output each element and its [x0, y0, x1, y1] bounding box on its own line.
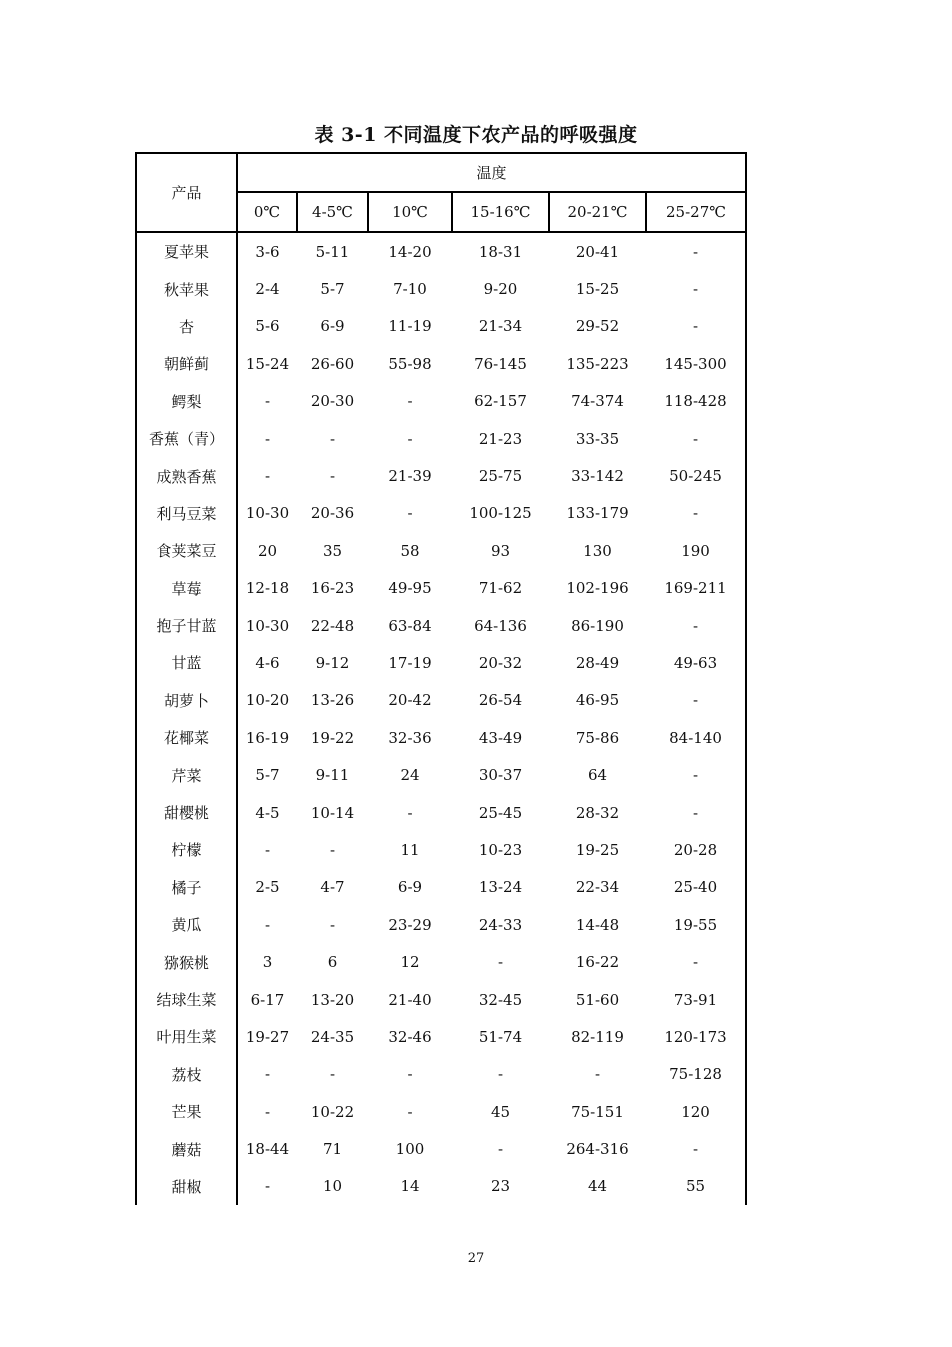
product-name-cell: 花椰菜 [136, 719, 237, 756]
value-cell: 20-42 [388, 691, 432, 710]
value-cell: 74-374 [571, 392, 624, 411]
value-cell: 10 [322, 1177, 343, 1196]
value-cell: - [264, 915, 271, 934]
table-row [136, 607, 746, 644]
product-name-cell: 夏苹果 [136, 232, 237, 270]
table-row [136, 308, 746, 345]
value-cell: - [646, 308, 746, 345]
value-cell: - [264, 1065, 271, 1084]
value-cell: 6-17 [250, 990, 285, 1009]
value-cell: 45 [490, 1102, 511, 1121]
value-cell: - [497, 1065, 504, 1084]
value-cell: 75-128 [646, 1056, 746, 1093]
header-temperature: 温度 [237, 153, 746, 192]
value-cell: - [329, 915, 336, 934]
value-cell: 145-300 [646, 345, 746, 382]
table-row [136, 756, 746, 793]
page-number: 27 [467, 1251, 485, 1266]
value-cell: - [407, 1102, 413, 1121]
value-cell: 82-119 [571, 1027, 624, 1046]
value-cell: 21-23 [478, 429, 523, 448]
value-cell: 19-27 [245, 1027, 290, 1046]
value-cell: 5-7 [255, 766, 280, 785]
product-name-cell: 结球生菜 [136, 981, 237, 1018]
value-cell: 7-10 [393, 280, 427, 299]
value-cell: 75-151 [571, 1102, 624, 1121]
value-cell: 4-7 [320, 878, 345, 897]
product-name-cell: 食荚菜豆 [136, 532, 237, 569]
table-caption: 表 3-1 不同温度下农产品的呼吸强度 [314, 124, 638, 146]
value-cell: 22-48 [310, 616, 355, 635]
table-row [136, 831, 746, 868]
value-cell: - [264, 467, 271, 486]
value-cell: 64-136 [474, 616, 527, 635]
value-cell: 44 [587, 1177, 608, 1196]
value-cell: 58 [400, 541, 420, 560]
table-row [136, 682, 746, 719]
value-cell: 100 [395, 1140, 425, 1159]
value-cell: 20-32 [478, 653, 523, 672]
value-cell: - [646, 756, 746, 793]
header-temp-1: 4-5℃ [297, 192, 368, 232]
value-cell: 24-35 [310, 1027, 355, 1046]
value-cell: 133-179 [566, 504, 629, 523]
value-cell: 64 [587, 766, 608, 785]
product-name-cell: 成熟香蕉 [136, 457, 237, 494]
value-cell: 51-60 [575, 990, 620, 1009]
value-cell: 23 [490, 1177, 511, 1196]
value-cell: 13-26 [310, 691, 355, 710]
value-cell: 32-36 [388, 728, 432, 747]
value-cell: 49-63 [646, 644, 746, 681]
table-row [136, 345, 746, 382]
value-cell: 13-20 [310, 990, 355, 1009]
product-name-cell: 胡萝卜 [136, 682, 237, 719]
value-cell: 25-40 [646, 869, 746, 906]
value-cell: 19-22 [310, 728, 355, 747]
value-cell: - [407, 429, 413, 448]
value-cell: 13-24 [478, 878, 523, 897]
value-cell: 120 [646, 1093, 746, 1130]
value-cell: 11-19 [388, 317, 432, 336]
value-cell: 16-19 [245, 728, 290, 747]
value-cell: 55-98 [388, 354, 432, 373]
table-row [136, 383, 746, 420]
value-cell: 71 [322, 1140, 343, 1159]
value-cell: 35 [322, 541, 343, 560]
value-cell: 20 [257, 541, 278, 560]
value-cell: 264-316 [566, 1140, 629, 1159]
value-cell: 9-12 [315, 653, 350, 672]
product-name-cell: 甜樱桃 [136, 794, 237, 831]
value-cell: 33-35 [575, 429, 620, 448]
table-row [136, 420, 746, 457]
value-cell: 20-41 [575, 242, 620, 261]
value-cell: 43-49 [478, 728, 523, 747]
value-cell: - [497, 953, 504, 972]
value-cell: 102-196 [566, 579, 629, 598]
value-cell: 24 [400, 766, 420, 785]
value-cell: 190 [646, 532, 746, 569]
product-name-cell: 朝鲜蓟 [136, 345, 237, 382]
value-cell: 86-190 [571, 616, 624, 635]
product-name-cell: 柠檬 [136, 831, 237, 868]
value-cell: 118-428 [646, 383, 746, 420]
value-cell: 12 [400, 953, 420, 972]
value-cell: 9-20 [483, 280, 518, 299]
value-cell: - [407, 392, 413, 411]
value-cell: 130 [583, 541, 612, 560]
value-cell: 18-44 [245, 1140, 290, 1159]
value-cell: 23-29 [388, 915, 432, 934]
header-temp-3: 15-16℃ [452, 192, 549, 232]
table-row [136, 232, 746, 270]
value-cell: 28-49 [575, 653, 620, 672]
table-row [136, 1018, 746, 1055]
value-cell: 21-34 [478, 317, 523, 336]
respiration-table [135, 152, 747, 1205]
table-row [136, 532, 746, 569]
value-cell: 6-9 [320, 317, 345, 336]
value-cell: - [646, 943, 746, 980]
value-cell: 20-30 [310, 392, 355, 411]
value-cell: - [497, 1140, 504, 1159]
value-cell: - [264, 840, 271, 859]
value-cell: - [329, 467, 336, 486]
value-cell: - [264, 429, 271, 448]
value-cell: 26-54 [478, 691, 523, 710]
value-cell: - [329, 429, 336, 448]
product-name-cell: 草莓 [136, 570, 237, 607]
value-cell: 5-7 [320, 280, 345, 299]
product-name-cell: 叶用生菜 [136, 1018, 237, 1055]
table-row [136, 869, 746, 906]
table-row [136, 906, 746, 943]
value-cell: - [329, 840, 336, 859]
table-row [136, 570, 746, 607]
value-cell: 55 [646, 1168, 746, 1205]
table-row [136, 943, 746, 980]
table-row [136, 1056, 746, 1093]
value-cell: 17-19 [388, 653, 432, 672]
value-cell: 3-6 [255, 242, 280, 261]
value-cell: 14-20 [388, 242, 432, 261]
value-cell: 75-86 [575, 728, 620, 747]
value-cell: - [646, 1130, 746, 1167]
table-row [136, 495, 746, 532]
product-name-cell: 鳄梨 [136, 383, 237, 420]
value-cell: 10-30 [245, 616, 290, 635]
value-cell: 73-91 [646, 981, 746, 1018]
value-cell: 16-23 [310, 579, 355, 598]
value-cell: 10-20 [245, 691, 290, 710]
value-cell: 33-142 [571, 467, 624, 486]
table-row [136, 1093, 746, 1130]
value-cell: 15-25 [575, 280, 620, 299]
value-cell: 62-157 [474, 392, 527, 411]
value-cell: 46-95 [575, 691, 620, 710]
value-cell: 93 [490, 541, 511, 560]
value-cell: 26-60 [310, 354, 355, 373]
value-cell: - [646, 682, 746, 719]
value-cell: 84-140 [646, 719, 746, 756]
value-cell: 10-14 [310, 803, 355, 822]
value-cell: - [646, 420, 746, 457]
product-name-cell: 香蕉（青） [136, 420, 237, 457]
value-cell: 51-74 [478, 1027, 523, 1046]
value-cell: - [264, 392, 271, 411]
value-cell: 20-36 [310, 504, 355, 523]
product-name-cell: 猕猴桃 [136, 943, 237, 980]
table-row [136, 270, 746, 307]
value-cell: - [264, 1177, 271, 1196]
product-name-cell: 橘子 [136, 869, 237, 906]
table-row [136, 1168, 746, 1205]
value-cell: 135-223 [566, 354, 629, 373]
table-row [136, 981, 746, 1018]
value-cell: 3 [262, 953, 273, 972]
value-cell: 2-5 [255, 878, 280, 897]
product-name-cell: 利马豆菜 [136, 495, 237, 532]
value-cell: - [407, 803, 413, 822]
value-cell: 32-45 [478, 990, 523, 1009]
product-name-cell: 甘蓝 [136, 644, 237, 681]
value-cell: 24-33 [478, 915, 523, 934]
value-cell: 25-75 [478, 467, 523, 486]
product-name-cell: 芹菜 [136, 756, 237, 793]
value-cell: - [646, 232, 746, 270]
value-cell: 14-48 [575, 915, 620, 934]
value-cell: 21-40 [388, 990, 432, 1009]
value-cell: - [594, 1065, 601, 1084]
value-cell: - [264, 1102, 271, 1121]
value-cell: 6-9 [397, 878, 423, 897]
value-cell: 71-62 [478, 579, 523, 598]
value-cell: 20-28 [646, 831, 746, 868]
value-cell: 63-84 [388, 616, 432, 635]
value-cell: 14 [400, 1177, 420, 1196]
value-cell: 4-5 [255, 803, 280, 822]
value-cell: - [646, 270, 746, 307]
value-cell: 22-34 [575, 878, 620, 897]
value-cell: 32-46 [388, 1027, 432, 1046]
value-cell: 18-31 [478, 242, 523, 261]
value-cell: 120-173 [646, 1018, 746, 1055]
value-cell: 12-18 [245, 579, 290, 598]
value-cell: 10-23 [478, 840, 523, 859]
product-name-cell: 秋苹果 [136, 270, 237, 307]
product-name-cell: 蘑菇 [136, 1130, 237, 1167]
value-cell: 169-211 [646, 570, 746, 607]
product-name-cell: 荔枝 [136, 1056, 237, 1093]
value-cell: - [646, 495, 746, 532]
value-cell: 15-24 [245, 354, 290, 373]
product-name-cell: 甜椒 [136, 1168, 237, 1205]
value-cell: 76-145 [474, 354, 527, 373]
header-temp-2: 10℃ [368, 192, 452, 232]
value-cell: 9-11 [315, 766, 350, 785]
value-cell: - [329, 1065, 336, 1084]
product-name-cell: 黄瓜 [136, 906, 237, 943]
header-temp-0: 0℃ [237, 192, 297, 232]
value-cell: 30-37 [478, 766, 523, 785]
value-cell: 10-22 [310, 1102, 355, 1121]
value-cell: - [407, 504, 413, 523]
value-cell: 4-6 [255, 653, 280, 672]
product-name-cell: 杏 [136, 308, 237, 345]
header-temp-4: 20-21℃ [549, 192, 646, 232]
value-cell: 19-25 [575, 840, 620, 859]
table-row [136, 1130, 746, 1167]
value-cell: 28-32 [575, 803, 620, 822]
value-cell: 19-55 [646, 906, 746, 943]
table-row [136, 457, 746, 494]
value-cell: 5-11 [315, 242, 350, 261]
value-cell: 6 [327, 953, 338, 972]
value-cell: - [646, 607, 746, 644]
value-cell: 50-245 [646, 457, 746, 494]
value-cell: - [646, 794, 746, 831]
value-cell: 2-4 [255, 280, 280, 299]
value-cell: - [407, 1065, 413, 1084]
value-cell: 10-30 [245, 504, 290, 523]
table-body [136, 232, 746, 1205]
product-name-cell: 芒果 [136, 1093, 237, 1130]
header-product: 产品 [136, 153, 237, 232]
table-row [136, 719, 746, 756]
value-cell: 29-52 [575, 317, 620, 336]
value-cell: 11 [400, 840, 420, 859]
header-temp-5: 25-27℃ [646, 192, 746, 232]
value-cell: 49-95 [388, 579, 432, 598]
table-row [136, 644, 746, 681]
value-cell: 21-39 [388, 467, 432, 486]
value-cell: 25-45 [478, 803, 523, 822]
product-name-cell: 抱子甘蓝 [136, 607, 237, 644]
value-cell: 16-22 [575, 953, 620, 972]
value-cell: 100-125 [469, 504, 532, 523]
table-row [136, 794, 746, 831]
value-cell: 5-6 [255, 317, 280, 336]
